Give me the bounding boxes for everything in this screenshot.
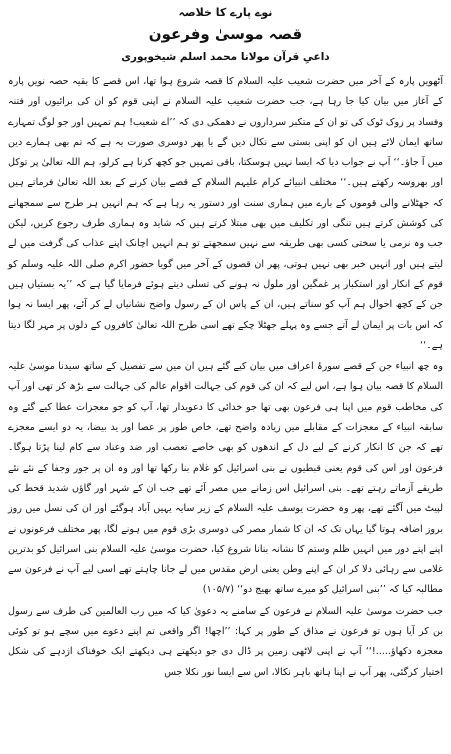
document-header (8, 6, 443, 63)
paragraph: جب حضرت موسیٰ علیہ السلام نے فرعون کے سامنے یہ دعویٰ کیا کہ میں رب العالمین کی طرف سے رسول بن کر آیا ہوں تو فرعون نے مذاق کے طور پر کہا: ’’اچھا! اگر واقعی تم اپنے دعوے میں سچے ہو تو کوئی معجزہ دکھاؤ.....!‘‘ آپ نے اپنی لاٹھی زمین پر ڈال دی جو دیکھتے ہی دیکھتے ایک خوفناک اژدہے کی شکل اختیار کرگئی، پھر آپ نے اپنا ہاتھ باہر نکالا، اس سے ایسا نور نکلا جس (8, 605, 443, 678)
author-line: داعیِ قرآن مولانا محمد اسلم شیخوپوری (121, 51, 330, 63)
article-body (8, 72, 443, 683)
paragraph: وہ چھ انبیاء جن کے قصے سورۂ اعراف میں بیان کیے گئے ہیں ان میں سے تفصیل کے ساتھ سیدنا موسیٰ علیہ السلام کا قصہ بیان ہوا ہے، اس لیے کہ ان کی قوم کی جہالت اقوام عالم کی جہالت سے بڑھ کر تھی اور آپ کی مخاطب قوم میں اپنا ہی فرعون بھی تھا جو خدائی کا دعویدار تھا، آپ کو جو معجزات عطا کیے گئے وہ سابقہ انبیاء کے معجزات کے مقابلے میں زیادہ واضح تھے، خاص طور پر عصا اور ید بیضا، یہ دو ایسے معجزے تھے کہ جن کا انکار کرنے کے لیے دل کے اندھوں کو بھی خاصے تعصب اور ضد وعناد سے کام لینا پڑتا ہوگا۔ فرعون اور اس کی قوم یعنی قبطیوں نے بنی اسرائیل کو غلام بنا رکھا تھا اور وہ ان پر جور وجفا کے نئے نئے طریقے آزماتے رہتے تھے۔ بنی اسرائیل اس زمانے میں مصر آئے تھے جب ان کے شہر اور گاؤں شدید قحط کی لپیٹ میں آگئے تھے، پھر وہ حضرت یوسف علیہ السلام کے زیر سایہ یہیں آباد ہوگئے اور ان کی نسل میں روز بروز اضافہ ہوتا گیا یہاں تک کہ ان کا شمار مصر کی دوسری بڑی قوم میں ہونے لگا، پھر مختلف فرعونوں نے اپنے اپنے دور میں انہیں ظلم وستم کا نشانہ بنانا شروع کیا، حضرت موسیٰ علیہ السلام بنی اسرائیل کو بدترین غلامی سے رہائی دلا کر ان کے اپنے وطن یعنی ارض مقدس میں لے جانا چاہتے تھے اسی لیے آپ نے فرعون سے مطالبہ کیا کہ ’’بنی اسرائیل کو میرے ساتھ بھیج دو‘‘ (۱۰۵/۷) (8, 361, 443, 596)
main-title: قصہ موسیٰ وفرعون (148, 25, 303, 43)
paragraph: آٹھویں پارہ کے آخر میں حضرت شعیب علیہ السلام کا قصہ شروع ہوا تھا، اس قصے کا بقیہ حصہ نویں پارہ کے آغاز میں بیان کیا جا رہا ہے، جب حضرت شعیب علیہ السلام نے اپنی قوم کو ان کی برائیوں اور فتنہ وفساد پر روک ٹوک کی تو ان کے متکبر سرداروں نے دھمکی دی کہ ’’اے شعیب! ہم تمہیں اور جو لوگ تمہارے ساتھ ایمان لائے ہیں ان کو اپنی بستی سے نکال دیں گے یا پھر دوسری صورت یہ ہے کہ تم بھی ہمارے دین میں آ جاؤ۔‘‘ آپ نے جواب دیا کہ ایسا نہیں ہوسکتا، باقی تمہیں جو کچھ کرنا ہے کرلو، ہم اللہ تعالیٰ پر توکل اور بھروسہ رکھتے ہیں۔‘‘ مختلف انبیائے کرام علیہم السلام کے قصے بیان کرنے کے بعد اللہ تعالیٰ فرماتے ہیں کہ جھٹلانے والی قوموں کے بارے میں ہماری سنت اور دستور یہ رہا ہے کہ ہم انہیں ہر طرح سے سمجھانے کی کوشش کرتے ہیں تنگی اور تکلیف میں بھی مبتلا کرتے ہیں کہ شاید وہ ہماری طرف رجوع کریں، لیکن جب وہ نرمی یا سختی کسی بھی طریقہ سے نہیں سمجھتے تو ہم انہیں اچانک اپنے عذاب کی گرفت میں لے لیتے ہیں اور انہیں خبر بھی نہیں ہوتی، پھر ان قصوں کے آخر میں گویا حضور اکرم صلی اللہ علیہ وسلم کو قوم کے انکار اور استکبار پر غمگین اور ملول نہ ہونے کی تسلی دیتے ہوئے فرمایا گیا ہے کہ ’’یہ بستیاں ہیں جن کے کچھ احوال ہم آپ کو سناتے ہیں، ان کے پاس ان کے رسول واضح نشانیاں لے کر آئے، پھر ایسا نہ ہوا کہ اس بات پر ایمان لے آتے جسے وہ پہلے جھٹلا چکے تھے اسی طرح اللہ تعالیٰ کافروں کے دلوں پر مہر لگا دیتا ہے۔‘‘ (8, 76, 443, 351)
series-title: نوے پارے کا خلاصہ (178, 6, 273, 19)
